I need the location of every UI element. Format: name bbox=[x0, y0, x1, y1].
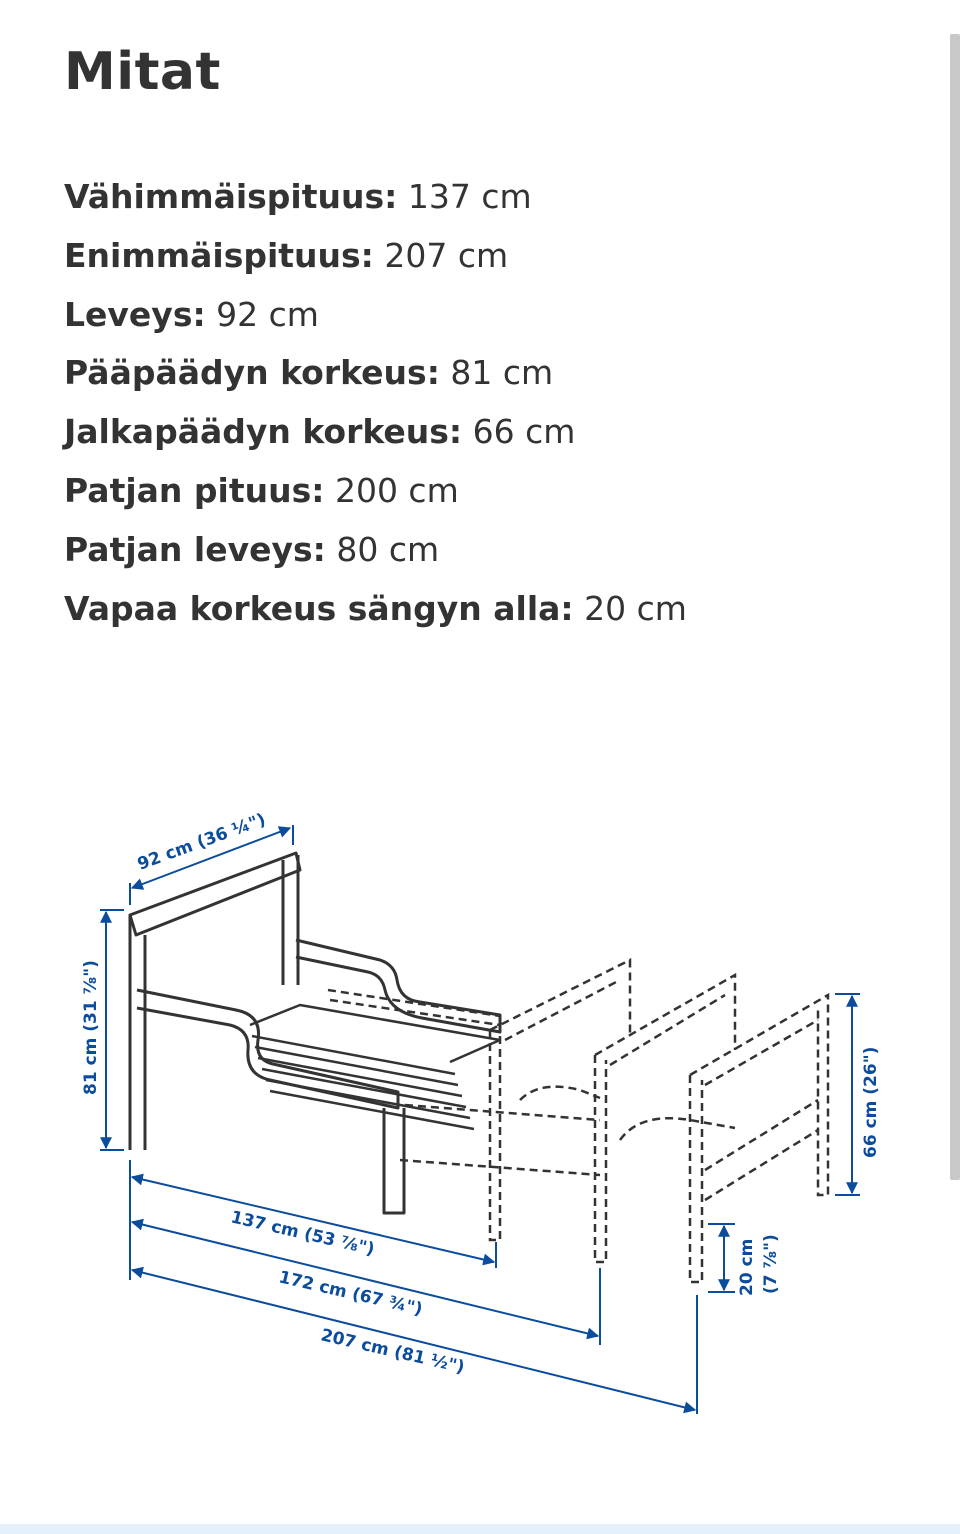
spec-value: 92 cm bbox=[216, 294, 319, 334]
spec-row-mattress-length bbox=[64, 462, 687, 521]
clearance-dimension-label: 20 cm bbox=[737, 1238, 757, 1296]
spec-value: 20 cm bbox=[584, 588, 687, 628]
headboard-height-dimension-label: 81 cm (31 ⅞") bbox=[81, 960, 101, 1095]
spec-row-footboard-height bbox=[64, 403, 687, 462]
min-length-dimension-label: 137 cm (53 ⅞") bbox=[228, 1207, 377, 1260]
spec-row-min-length bbox=[64, 168, 687, 227]
spec-label: Patjan leveys: bbox=[64, 529, 326, 569]
spec-value: 207 cm bbox=[384, 235, 509, 275]
bed-illustration bbox=[130, 853, 500, 1213]
spec-value: 200 cm bbox=[334, 470, 459, 510]
max-length-dimension-label: 207 cm (81 ½") bbox=[318, 1325, 467, 1378]
spec-label: Enimmäispituus: bbox=[64, 235, 374, 275]
spec-label: Patjan pituus: bbox=[64, 470, 325, 510]
width-dimension-label: 92 cm (36 ¼") bbox=[134, 809, 269, 875]
spec-label: Leveys: bbox=[64, 294, 206, 334]
dimensions-list bbox=[64, 168, 687, 638]
spec-row-mattress-width bbox=[64, 521, 687, 580]
spec-value: 80 cm bbox=[336, 529, 440, 569]
spec-label: Vähimmäispituus: bbox=[64, 177, 398, 216]
scrollbar[interactable] bbox=[950, 34, 960, 1180]
spec-label: Vapaa korkeus sängyn alla: bbox=[64, 588, 574, 628]
clearance-dimension-label-inches: (7 ⅞") bbox=[761, 1234, 781, 1294]
spec-value: 81 cm bbox=[450, 353, 554, 393]
spec-value: 66 cm bbox=[472, 412, 576, 452]
bed-dimensions-diagram bbox=[0, 800, 960, 1440]
dimension-lines bbox=[100, 825, 860, 1414]
spec-value: 137 cm bbox=[407, 177, 532, 216]
spec-label: Jalkapäädyn korkeus: bbox=[64, 412, 463, 452]
page-title: Mitat bbox=[64, 42, 221, 102]
spec-row-max-length bbox=[64, 227, 687, 286]
mid-length-dimension-label: 172 cm (67 ¾") bbox=[276, 1267, 425, 1320]
spec-label: Pääpäädyn korkeus: bbox=[64, 353, 440, 393]
spec-row-headboard-height bbox=[64, 344, 687, 403]
bottom-panel-edge bbox=[0, 1524, 960, 1534]
spec-row-under-bed-clearance bbox=[64, 580, 687, 639]
footboard-height-dimension-label: 66 cm (26") bbox=[861, 1046, 881, 1158]
spec-row-width bbox=[64, 286, 687, 345]
